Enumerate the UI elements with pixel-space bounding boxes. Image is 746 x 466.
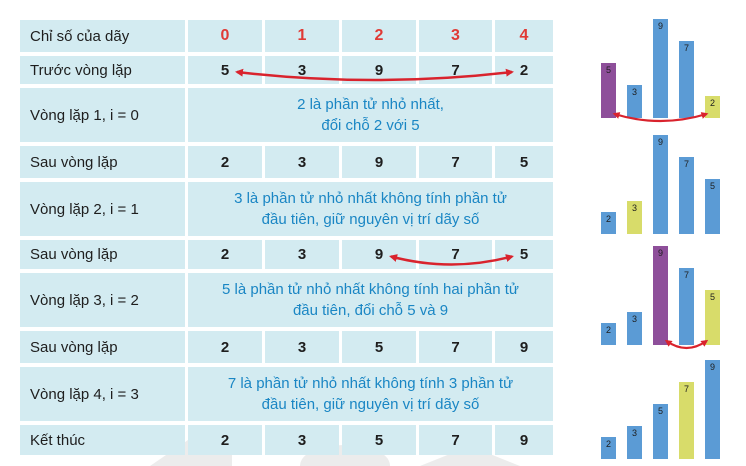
value-cell: 5 <box>188 56 262 84</box>
value-cell: 2 <box>188 425 262 455</box>
value-cell: 3 <box>265 240 339 269</box>
value-cell: 2 <box>188 240 262 269</box>
index-cell: 2 <box>342 20 416 52</box>
index-cell: 4 <box>495 20 553 52</box>
value-cell: 2 <box>495 56 553 84</box>
bar-value-label: 2 <box>605 214 612 224</box>
bar-value-label: 9 <box>657 137 664 147</box>
bar-value-label: 5 <box>709 181 716 191</box>
bar-group <box>601 360 720 459</box>
row-label: Kết thúc <box>20 425 185 455</box>
row-label: Vòng lặp 3, i = 2 <box>20 273 185 327</box>
row-label: Trước vòng lặp <box>20 56 185 84</box>
value-cell: 7 <box>419 146 492 178</box>
value-cell: 5 <box>342 425 416 455</box>
bar-value-label: 5 <box>605 65 612 75</box>
value-cell: 7 <box>419 331 492 363</box>
description-line: đầu tiên, giữ nguyên vị trí dãy số <box>261 396 480 413</box>
value-cell: 9 <box>495 425 553 455</box>
row-label: Sau vòng lặp <box>20 331 185 363</box>
value-cell: 9 <box>495 331 553 363</box>
bar <box>653 246 668 345</box>
bar-value-label: 3 <box>631 428 638 438</box>
value-cell: 3 <box>265 331 339 363</box>
description-line: 3 là phần tử nhỏ nhất không tính phần tử <box>234 190 507 207</box>
bar-value-label: 7 <box>683 159 690 169</box>
bar <box>705 360 720 459</box>
value-cell: 7 <box>419 425 492 455</box>
row-label: Vòng lặp 2, i = 1 <box>20 182 185 236</box>
description-line: 7 là phần tử nhỏ nhất không tính 3 phần tử <box>227 375 514 392</box>
value-cell: 2 <box>188 331 262 363</box>
index-cell: 3 <box>419 20 492 52</box>
value-cell: 3 <box>265 146 339 178</box>
bar-group <box>601 19 720 121</box>
description-line: đầu tiên, đổi chỗ 5 và 9 <box>292 302 449 319</box>
bar-group <box>601 246 720 348</box>
bar-value-label: 9 <box>709 362 716 372</box>
description-line: 5 là phần tử nhỏ nhất không tính hai phần tử <box>222 281 519 298</box>
value-cell: 5 <box>342 331 416 363</box>
row-label: Vòng lặp 1, i = 0 <box>20 88 185 142</box>
value-cell: 7 <box>419 240 492 269</box>
bar-value-label: 3 <box>631 314 638 324</box>
value-cell: 9 <box>342 56 416 84</box>
bar-value-label: 7 <box>683 43 690 53</box>
bar-value-label: 2 <box>605 325 612 335</box>
value-cell: 2 <box>188 146 262 178</box>
bar-group <box>601 135 720 234</box>
bar <box>653 19 668 118</box>
description-line: 2 là phần tử nhỏ nhất, <box>297 96 444 113</box>
value-cell: 5 <box>495 146 553 178</box>
index-cell: 0 <box>188 20 262 52</box>
row-label: Vòng lặp 4, i = 3 <box>20 367 185 421</box>
value-cell: 5 <box>495 240 553 269</box>
bar-value-label: 7 <box>683 384 690 394</box>
bar <box>653 135 668 234</box>
bar-value-label: 7 <box>683 270 690 280</box>
description-line: đổi chỗ 2 với 5 <box>321 117 420 134</box>
bar-value-label: 5 <box>657 406 664 416</box>
row-label: Sau vòng lặp <box>20 240 185 269</box>
value-cell: 3 <box>265 425 339 455</box>
bar-value-label: 3 <box>631 87 638 97</box>
value-cell: 7 <box>419 56 492 84</box>
row-label: Sau vòng lặp <box>20 146 185 178</box>
bar-value-label: 2 <box>605 439 612 449</box>
row-label: Chỉ số của dãy <box>20 20 185 52</box>
value-cell: 3 <box>265 56 339 84</box>
bar-value-label: 9 <box>657 21 664 31</box>
value-cell: 9 <box>342 240 416 269</box>
bar-value-label: 3 <box>631 203 638 213</box>
index-cell: 1 <box>265 20 339 52</box>
value-cell: 9 <box>342 146 416 178</box>
bar-value-label: 2 <box>709 98 716 108</box>
bar-value-label: 5 <box>709 292 716 302</box>
description-line: đầu tiên, giữ nguyên vị trí dãy số <box>261 211 480 228</box>
bar-value-label: 9 <box>657 248 664 258</box>
